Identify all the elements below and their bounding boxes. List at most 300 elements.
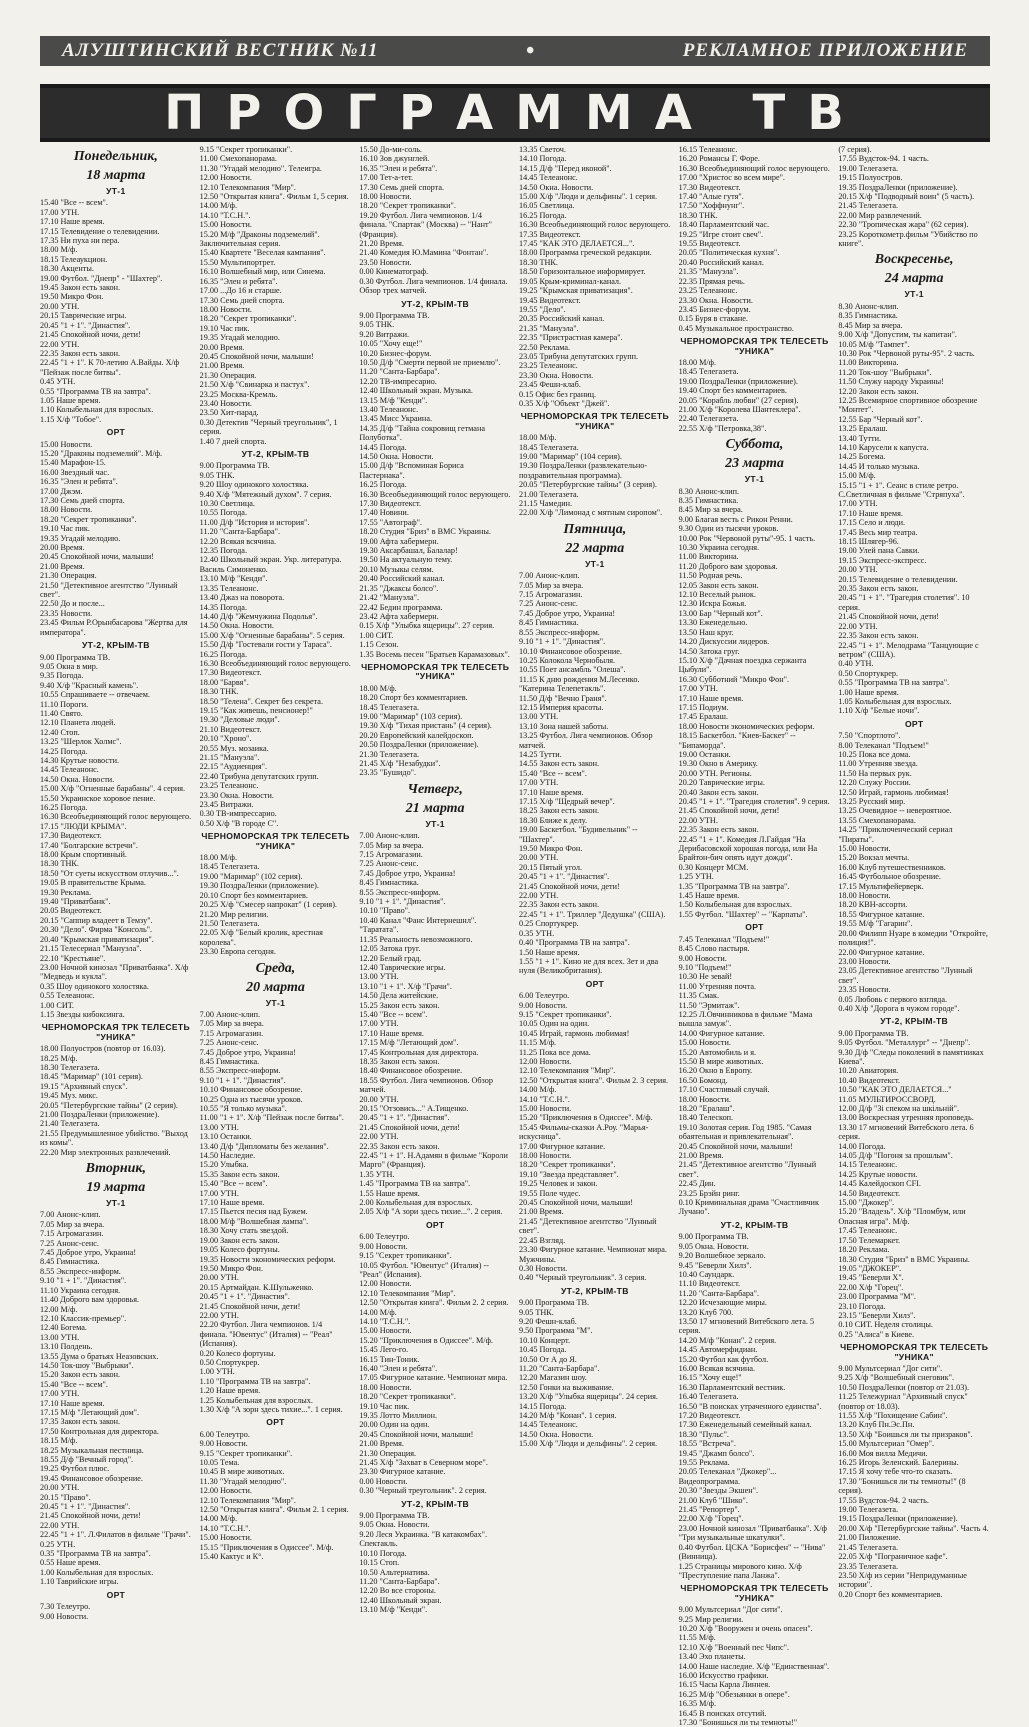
- program-entry: 18.30 Телегазета.: [40, 1062, 100, 1072]
- program-entry: 14.20 М/ф "Конан". 2 серия.: [678, 1335, 777, 1345]
- program-entry: 18.55 Футбол. Лига чемпионов. Обзор матчей.: [359, 1075, 493, 1095]
- program-entry: 16.50 "В поисках утраченного единства".: [678, 1401, 822, 1411]
- program-entry: 20.10 "Хроно".: [199, 734, 252, 744]
- program-entry: 16.35 М/ф.: [678, 1699, 717, 1709]
- program-entry: 13.40 Тутти.: [838, 433, 882, 443]
- program-entry: 9.50 Программа "М".: [519, 1326, 593, 1336]
- program-entry: 0.15 Офис без границ.: [519, 389, 597, 399]
- program-entry: 20.00 УТН.: [359, 1094, 399, 1104]
- program-entry: 14.50 Видеотекст.: [838, 1188, 901, 1198]
- program-entry: 22.45 "1 + 1". Комедия Л.Гайдая "На Дерибасовской хорошая погода, или На Брайтон-бич опять идут дожди".: [678, 834, 818, 863]
- program-entry: 12.10 Х/ф "Военный пес Чипс".: [678, 1642, 789, 1652]
- program-entry: 23.35 Новости.: [838, 985, 891, 995]
- program-entry: 1.35 "Программа ТВ на завтра".: [678, 881, 790, 891]
- program-entry: 9.35 Погода.: [40, 671, 84, 681]
- program-entry: 19.15 Экспресс-экспресс.: [838, 555, 927, 565]
- program-entry: 20.15 "Право".: [40, 1492, 91, 1502]
- program-entry: 17.10 Наше время.: [40, 217, 105, 227]
- program-entry: 18.30 ТНК.: [519, 257, 558, 267]
- program-entry: 9.25 Мир религии.: [678, 1614, 744, 1624]
- program-entry: 11.00 Викторина.: [678, 552, 739, 562]
- program-entry: 0.15 Х/ф "Улыбка ящерицы". 27 серия.: [359, 621, 495, 631]
- program-entry: 7.05 Мир за вчера.: [519, 580, 584, 590]
- program-entry: 14.20 М/ф "Конан". 1 серия.: [519, 1411, 617, 1420]
- channel-heading: ОРТ: [425, 1219, 445, 1230]
- program-entry: 22.05 Х/ф "Белый кролик, крестная королева".: [199, 928, 323, 947]
- program-entry: 23.45 Бизнес-форум.: [678, 304, 751, 314]
- program-entry: 6.00 Телеутро.: [519, 991, 570, 1001]
- program-entry: 20.40 "Крымская приватизация".: [40, 934, 154, 944]
- program-entry: 20.15 "Отзовись..." А.Тищенко.: [359, 1104, 469, 1113]
- program-entry: 13.20 Х/ф "Улыбка ящерицы". 24 серия.: [519, 1392, 658, 1402]
- program-entry: 9.05 Окна в мир.: [40, 661, 98, 671]
- channel-heading: УТ-2, КРЫМ-ТВ: [81, 640, 150, 651]
- banner-title: ПРОГРАММА ТВ: [164, 85, 866, 141]
- program-entry: 12.40 Школьный экран. Музыка.: [359, 386, 473, 396]
- program-entry: 12.20 Магазин шоу.: [519, 1373, 587, 1383]
- program-entry: 0.35 УТН.: [519, 928, 555, 938]
- program-entry: 14.00 М/ф.: [359, 1307, 397, 1317]
- program-entry: 21.30 Операция.: [40, 571, 97, 581]
- program-entry: 14.45 Погода.: [359, 442, 407, 452]
- program-entry: 10.45 Погода.: [519, 1345, 567, 1355]
- program-entry: 15.20 "Приключения в Одиссее". М/ф.: [359, 1335, 493, 1345]
- program-entry: 13.55 Смехопанорама.: [838, 815, 916, 825]
- program-entry: 16.30 Парламентский вестник.: [678, 1382, 786, 1392]
- program-entry: 13.10 Зона нашей заботы.: [519, 721, 609, 731]
- program-entry: 11.40 Доброго вам здоровья.: [40, 1295, 140, 1305]
- program-entry: 23.45 Фешн-клаб.: [519, 380, 581, 390]
- program-entry: 11.50 На первых рук.: [838, 768, 912, 778]
- program-entry: 19.10 "Звезда представляет".: [519, 1169, 619, 1179]
- program-entry: 15.00 Х/ф "Огненные барабаны". 4 серия.: [40, 784, 186, 794]
- program-entry: 11.20 "Санта-Барбара".: [519, 1363, 600, 1373]
- program-entry: 15.00 М/ф.: [838, 471, 876, 481]
- program-entry: 7.00 Анонс-клип.: [359, 831, 420, 841]
- program-entry: 12.50 Гонки на выживание.: [519, 1382, 614, 1392]
- channel-heading: ЧЕРНОМОРСКАЯ ТРК ТЕЛЕСЕТЬ "УНИКА": [361, 661, 510, 682]
- program-entry: 17.00 УТН.: [40, 207, 80, 217]
- program-entry: 19.30 Реклама.: [40, 887, 92, 897]
- program-entry: 21.50 Х/ф "Свинарка и пастух".: [199, 380, 310, 390]
- program-entry: 1.40 7 дней спорта.: [199, 436, 267, 446]
- program-entry: 14.10 "Т.С.Н.".: [519, 1094, 570, 1104]
- program-entry: 22.30 "Тропическая жара" (62 серия).: [838, 220, 969, 230]
- program-entry: 15.00 Х/ф "Люди и дельфины". 1 серия.: [519, 192, 658, 202]
- channel-heading: УТ-1: [585, 558, 605, 569]
- program-entry: 20.10 Музыкы селям.: [359, 564, 434, 574]
- program-entry: 19.35 Новости экономических реформ.: [199, 1254, 336, 1264]
- program-entry: 15.20 "Владезь". Х/ф "Пломбум, или Опасная игра". М/ф.: [838, 1207, 966, 1226]
- program-entry: 21.45 Спокойной ночи, дети!: [838, 612, 940, 622]
- program-entry: 17.35 Видеотекст.: [519, 229, 581, 239]
- program-entry: 18.30 Акценты.: [40, 264, 94, 274]
- program-entry: 8.30 Анонс-клип.: [838, 301, 899, 311]
- program-entry: 13.30 Еженедельно.: [678, 618, 748, 628]
- program-entry: 0.10 Криминальная драма "Счастливчик Лучано".: [678, 1198, 819, 1217]
- program-entry: 21.35 "Мануэла".: [519, 323, 579, 333]
- schedule-column: [679, 145, 831, 1727]
- channel-heading: УТ-2, КРЫМ-ТВ: [720, 1219, 789, 1230]
- program-entry: 10.40 Видеотекст.: [838, 1075, 901, 1085]
- program-entry: 1.50 Колыбельная для взрослых.: [678, 900, 792, 910]
- program-entry: 13.40 Джаз на поворота.: [199, 593, 285, 603]
- program-entry: 9.30 Один из тысячи уроков.: [678, 524, 779, 534]
- program-entry: 1.20 Наше время.: [199, 1386, 261, 1396]
- program-entry: 12.55 Бар "Черный кот".: [838, 414, 923, 424]
- program-entry: 18.00 М/ф.: [519, 433, 557, 443]
- program-entry: 20.00 УТН. Регионы.: [678, 768, 752, 778]
- program-entry: 21.30 Операция.: [199, 370, 257, 380]
- program-entry: 22.00 УТН.: [519, 891, 559, 901]
- channel-heading: ОРТ: [904, 718, 924, 729]
- program-entry: 18.00 Новости.: [40, 505, 93, 515]
- program-entry: 19.20 Футбол. Лига чемпионов. 1/4 финала. "Спартак" (Москва) -- "Нант" (Франция).: [359, 210, 492, 239]
- program-entry: 21.00 Телегазета.: [519, 489, 579, 499]
- program-entry: 17.40 Новини.: [359, 508, 409, 518]
- program-entry: 10.40 Саундарк.: [678, 1269, 735, 1279]
- program-entry: 12.10 Телекомпания "Мир".: [359, 1288, 456, 1298]
- program-entry: 1.00 Наше время.: [838, 687, 899, 697]
- program-entry: 1.35 Восемь песен "Братьев Карамазовых".: [359, 649, 510, 659]
- program-entry: 18.00 Новости.: [678, 1094, 731, 1104]
- program-entry: 16.30 Всеобъединяющий голос верующего.: [199, 658, 351, 668]
- program-entry: 14.45 И только музыка.: [838, 461, 920, 471]
- program-entry: 7.15 Агромагазин.: [40, 1229, 104, 1239]
- program-entry: 17.40 "Болгарские встречи".: [40, 840, 138, 850]
- program-entry: 10.10 "Право".: [359, 906, 411, 916]
- program-entry: 9.10 "1 + 1". "Династия".: [40, 1276, 127, 1286]
- program-entry: 15.45 Фильмы-сказки А.Роу. "Марья-искусница".: [519, 1122, 649, 1142]
- program-entry: 21.42 "Мануэла".: [359, 593, 420, 603]
- program-entry: 8.55 Экспресс-информ.: [359, 887, 441, 897]
- program-entry: 17.00 Тет-а-тет.: [359, 173, 414, 183]
- program-entry: 0.40 Х/ф "Дорога в чужом городе".: [838, 1003, 960, 1013]
- program-entry: 9.05 Футбол. "Металлург" -- "Днепр".: [838, 1038, 971, 1048]
- program-entry: 14.10 Погода.: [519, 154, 567, 164]
- program-entry: 17.50 Контрольная для директора.: [40, 1426, 159, 1436]
- program-entry: 12.10 Планета людей.: [40, 718, 116, 728]
- program-entry: 14.25 "Приключенческий сериал "Пираты".: [838, 825, 953, 844]
- program-entry: 7.25 Анонс-сенс.: [519, 599, 578, 609]
- newspaper-header-bar: [40, 36, 990, 66]
- program-entry: 23.10 Погода.: [838, 1301, 886, 1311]
- program-entry: 0.45 УТН.: [40, 377, 76, 387]
- channel-heading: УТ-2, КРЫМ-ТВ: [560, 1285, 629, 1296]
- program-entry: 17.00 УТН.: [678, 684, 718, 694]
- program-entry: 18.30 ТНК.: [199, 687, 239, 697]
- channel-heading: ОРТ: [106, 427, 126, 438]
- program-entry: 10.40 Канал "Фанс Интернешнл". "Таратата".: [359, 915, 477, 935]
- program-entry: 7.45 Телеканал "Подъем!": [678, 934, 770, 944]
- program-entry: 21.00 Время.: [40, 561, 85, 571]
- program-entry: 10.05 Футбол. "Ювентус" (Италия) -- "Реал" (Испания).: [359, 1260, 489, 1279]
- program-entry: 16.25 Погода.: [359, 480, 407, 490]
- program-entry: 17.10 Наше время.: [40, 1398, 105, 1408]
- program-entry: 21.45 Телегазета.: [838, 201, 899, 211]
- program-entry: 15.50 Мультипортрет.: [199, 257, 276, 267]
- program-entry: 20.45 Спокойной ночи, малыши!: [199, 351, 314, 361]
- program-entry: 9.30 Д/ф "Следы поколений в памятниках Киева".: [838, 1047, 984, 1066]
- program-entry: 8.45 Мир за вчера.: [678, 505, 743, 515]
- program-entry: 18.20 "Секрет тропиканки".: [199, 314, 297, 324]
- program-entry: 9.45 "Беверли Хилз".: [678, 1260, 752, 1270]
- program-entry: 0.25 Спортукрер.: [519, 919, 579, 929]
- program-entry: 12.40 Стоп.: [40, 727, 80, 737]
- supplement-title: РЕКЛАМНОЕ ПРИЛОЖЕНИЕ: [682, 40, 968, 61]
- program-entry: 21.45 Х/ф "Незабудки".: [359, 759, 441, 768]
- program-entry: 20.00 Филипп Нуаре в комедии "Откройте, полиция!".: [838, 928, 988, 948]
- program-entry: 18.25 М/ф.: [40, 1053, 78, 1063]
- program-entry: 18.25 Закон есть закон.: [519, 806, 600, 816]
- program-entry: 23.25 Телеанонс.: [199, 781, 259, 791]
- program-entry: 11.15 М/ф.: [519, 1038, 557, 1048]
- program-entry: 10.05 Один на один.: [519, 1019, 590, 1029]
- program-entry: 14.30 Крутые новости.: [40, 755, 119, 765]
- program-entry: 7.05 Мир за вчера.: [359, 840, 424, 850]
- program-entry: 19.25 "Игре стоит свеч".: [678, 229, 764, 239]
- program-entry: 7.45 Доброе утро, Украина!: [40, 1248, 137, 1258]
- program-entry: 8.30 Анонс-клип.: [678, 486, 740, 496]
- program-entry: 9.00 Программа ТВ.: [359, 1511, 430, 1521]
- day-heading: 19 марта: [86, 1180, 146, 1196]
- program-entry: 8.55 Экспресс-информ.: [40, 1266, 121, 1276]
- channel-heading: УТ-1: [106, 186, 126, 196]
- program-entry: 8.45 Мир за вчера.: [838, 320, 903, 330]
- program-entry: 18.00 Новости.: [519, 1151, 572, 1161]
- program-entry: 21.00 Пиложение.: [838, 1533, 901, 1543]
- program-entry: 21.00 Х/ф "Королева Шантеклера".: [678, 404, 801, 414]
- program-entry: 17.00 УТН.: [199, 1188, 239, 1198]
- program-entry: 19.10 Час пик.: [199, 323, 250, 333]
- program-entry: 22.00 Х/ф "Лимонад с мятным сиропом".: [519, 508, 663, 518]
- program-entry: 10.15 Стоп.: [359, 1558, 400, 1568]
- program-entry: 19.50 Микро Фон.: [519, 844, 583, 854]
- program-entry: 21.20 Время.: [359, 239, 404, 249]
- program-entry: 16.40 Телегазета.: [678, 1392, 739, 1402]
- program-entry: 16.15 "Хочу еще!": [678, 1373, 742, 1383]
- program-entry: 16.25 Погода.: [519, 210, 567, 220]
- program-entry: 18.00 М/ф.: [40, 245, 78, 255]
- program-entry: 1.45 Наше время.: [678, 891, 740, 901]
- program-entry: 20.45 Спокойной ночи, малыши!: [519, 1198, 634, 1208]
- program-entry: 14.20 Дискуссии лидеров.: [678, 637, 770, 647]
- program-entry: 18.40 Финансовое обозрение.: [359, 1066, 463, 1076]
- program-entry: 16.00 Всякая всячина.: [678, 1363, 756, 1373]
- program-entry: 22.00 Х/ф "Горец".: [838, 1282, 904, 1292]
- program-entry: 17.15 Село и люди.: [838, 518, 906, 528]
- program-entry: 0.35 Х/ф "Объект "Джей".: [519, 398, 610, 408]
- program-entry: 10.50 Альтернатива.: [359, 1567, 430, 1577]
- schedule-column: [40, 145, 192, 1727]
- program-entry: 13.40 Эхо планеты.: [678, 1652, 746, 1662]
- program-entry: 17.00 "Христос во всем мире".: [678, 173, 785, 183]
- program-entry: 9.15 "Секрет тропиканки".: [199, 145, 293, 154]
- program-entry: 14.50 Окна. Новости.: [199, 621, 274, 631]
- program-entry: 12.15 Империя красоты.: [519, 702, 604, 712]
- program-entry: 14.10 "Т.С.Н.".: [199, 1523, 251, 1533]
- program-entry: 8.45 Гимнастика.: [519, 618, 579, 628]
- program-entry: 14.50 Ток-шоу "Выбрыки".: [40, 1360, 134, 1370]
- program-entry: 20.15 Таврические игры.: [40, 311, 127, 321]
- program-entry: 19.45 "Джамп болсо".: [678, 1448, 755, 1458]
- day-heading: Понедельник,: [73, 149, 158, 164]
- program-entry: 14.50 Затока груг.: [678, 646, 740, 656]
- program-entry: 21.15 "Мануэла".: [199, 753, 260, 762]
- program-entry: 19.15 "Как живешь, пенсионер!": [199, 705, 313, 715]
- channel-heading: УТ-1: [425, 818, 445, 829]
- program-entry: 23.00 Новости.: [838, 956, 891, 966]
- program-entry: 15.00 Х/ф "Люди и дельфины". 2 серия.: [519, 1439, 658, 1449]
- program-entry: 11.30 "Угадай мелодию".: [199, 1476, 287, 1486]
- program-entry: 0.30 "Черный треугольник". 2 серия.: [359, 1486, 487, 1496]
- program-entry: 18.00 "Барвя".: [199, 677, 249, 687]
- program-entry: 17.15 Я хочу тебе что-то сказать.: [838, 1467, 953, 1477]
- program-entry: 12.50 "Открытая книга". Фильм 2. 2 серия.: [359, 1298, 509, 1308]
- program-entry: 17.55 "Автограф".: [359, 517, 423, 527]
- program-entry: 18.35 Закон есть закон.: [359, 1056, 440, 1066]
- program-entry: 16.15 Часы Карла Линнея.: [678, 1680, 771, 1690]
- program-entry: 17.30 Семь дней спорта.: [359, 182, 445, 192]
- day-heading: 21 марта: [405, 800, 465, 816]
- program-entry: 14.55 Закон есть закон.: [519, 759, 600, 769]
- program-entry: 9.20 Витражи.: [359, 329, 410, 339]
- program-entry: 19.00 "Маримар" (102 серия).: [199, 871, 303, 881]
- program-entry: 7.00 Анонс-клип.: [199, 1009, 261, 1019]
- program-entry: 15.35 Закон есть закон.: [199, 1169, 280, 1179]
- program-entry: 19.55 Поле чудес.: [519, 1188, 581, 1198]
- program-entry: 9.10 "Подъем!": [678, 962, 732, 972]
- program-entry: 17.45 Ералаш.: [678, 712, 728, 722]
- program-entry: 19.25 Футбол плюс.: [40, 1464, 110, 1474]
- program-entry: 15.00 Новости.: [678, 1038, 731, 1048]
- program-entry: 15.25 Закон есть закон.: [359, 1000, 440, 1010]
- channel-heading: УТ-1: [904, 289, 924, 300]
- program-entry: 17.55 Вудсток-94. 1 часть.: [838, 154, 929, 164]
- program-entry: 13.10 Полдень.: [40, 1342, 93, 1352]
- day-heading: Воскресенье,: [874, 252, 954, 268]
- program-entry: 17.15 Пьется песня над Бужем.: [199, 1207, 308, 1217]
- program-entry: 16.10 Волшебный мир, или Синема.: [199, 267, 326, 277]
- program-entry: 23.35 "Бушидо".: [359, 768, 417, 778]
- program-entry: 9.00 Новости.: [678, 953, 727, 963]
- program-entry: 11.00 Утренняя почта.: [678, 981, 757, 991]
- program-entry: 21.00 Время.: [519, 1207, 564, 1217]
- channel-heading: ОРТ: [266, 1417, 285, 1428]
- program-entry: 23.05 Детективное агентство "Лунный свет".: [838, 966, 973, 985]
- program-entry: 17.40 "Алые гутя".: [678, 192, 744, 202]
- program-entry: 11.20 "Санта-Барбара".: [359, 367, 440, 377]
- program-entry: 22.20 Мир электронных развлечений.: [40, 1147, 171, 1157]
- program-entry: 10.50 "КАК ЭТО ДЕЛАЕТСЯ...": [838, 1085, 952, 1095]
- day-heading: Суббота,: [725, 437, 784, 453]
- program-entry: 18.20 "Секрет тропиканки".: [359, 201, 456, 211]
- program-entry: 23.25 Короткометр.фильм "Убийство по книге".: [838, 229, 978, 249]
- program-entry: 13.55 Дума о братьях Неазовских.: [40, 1351, 159, 1361]
- program-entry: 16.35 "Элен и ребята".: [40, 477, 118, 487]
- program-entry: 16.30 Субботний "Микро Фон".: [678, 674, 790, 684]
- program-entry: 19.30 Окно в Америку.: [678, 759, 758, 769]
- program-entry: 9.00 Программа ТВ.: [359, 310, 430, 320]
- program-entry: 18.30 "Пульс".: [678, 1429, 729, 1439]
- program-entry: 13.20 Клуб 700.: [678, 1307, 734, 1317]
- program-entry: 0.50 Спортукрер.: [838, 668, 899, 678]
- program-entry: 10.55 Погода.: [199, 508, 247, 518]
- program-entry: 17.45 "КАК ЭТО ДЕЛАЕТСЯ...".: [519, 239, 635, 249]
- program-entry: 12.40 Богема.: [40, 1323, 87, 1333]
- program-entry: 22.45 "1 + 1". Триллер "Дедушка" (США).: [519, 909, 666, 919]
- program-entry: 15.00 Новости.: [199, 1533, 252, 1543]
- program-entry: 18.00 Полуостров (повтор от 16.03).: [40, 1044, 166, 1054]
- program-entry: 11.10 Видеотекст.: [678, 1279, 741, 1289]
- schedule-column: [200, 145, 352, 1727]
- program-entry: 16.10 Зов джунглей.: [359, 154, 430, 164]
- program-entry: 13.25 "Шерлок Холмс".: [40, 737, 122, 747]
- program-entry: 17.00 УТН.: [359, 1019, 399, 1029]
- program-entry: 20.00 УТН.: [519, 853, 559, 863]
- program-entry: 21.10 Видеотекст.: [199, 724, 262, 734]
- program-entry: 14.00 Наше наследие. Х/ф "Единственная".: [678, 1661, 830, 1671]
- program-entry: 17.30 Еженедельный семейный канал.: [678, 1420, 812, 1430]
- program-entry: 18.15 Шлягер-96.: [838, 537, 899, 547]
- program-entry: 17.00 Фигурное катание.: [519, 1141, 606, 1151]
- program-entry: 20.00 УТН.: [40, 1483, 80, 1493]
- program-entry: 9.20 Леся Украинка. "В катакомбах". Спектакль.: [359, 1529, 488, 1549]
- program-entry: 1.15 Х/ф "Тобое".: [40, 414, 102, 424]
- channel-heading: УТ-1: [744, 474, 765, 485]
- program-entry: 17.10 Наше время.: [199, 1198, 265, 1208]
- program-entry: 21.20 Мир религии.: [199, 909, 269, 919]
- program-entry: 6.00 Телеутро.: [199, 1429, 250, 1439]
- program-entry: 12.40 Школьный экран. Укр. литература. Василь Симоненко.: [199, 555, 342, 574]
- program-entry: 14.25 Погода.: [40, 746, 88, 756]
- program-entry: 0.40 Футбол. ЦСКА "Борисфен" -- "Нива" (Винница).: [678, 1542, 826, 1562]
- program-entry: 18.55 Фигурное катание.: [838, 909, 925, 919]
- program-entry: 7.45 Доброе утро, Украина!: [519, 608, 616, 618]
- program-entry: 15.40 "Все -- всем".: [199, 1179, 268, 1189]
- program-entry: 22.00 Х/ф "Горец".: [678, 1514, 744, 1524]
- program-entry: 17.05 Фигурное катание. Чемпионат мира.: [359, 1373, 508, 1383]
- program-entry: 12.50 "Открытая книга". Фильм 2. 1 серия.: [199, 1505, 349, 1515]
- program-entry: 20.05 "Политическая кухня".: [678, 248, 780, 258]
- program-entry: 15.00 Х/ф "Огненные барабаны". 5 серия.: [199, 630, 345, 640]
- program-entry: 13.00 УТН.: [40, 1332, 80, 1342]
- program-entry: 11.10 Украина сегодня.: [40, 1285, 121, 1295]
- program-entry: 19.30 ПоздраЛенки (приложение).: [199, 881, 319, 891]
- program-entry: 13.00 Воскресная утренняя проповедь.: [838, 1113, 974, 1123]
- program-entry: 7.05 Мир за вчера.: [199, 1019, 264, 1029]
- program-entry: 23.25 Москва-Кремль.: [199, 389, 278, 399]
- program-entry: 20.30 "Звезды Экшен".: [678, 1486, 759, 1496]
- program-entry: 22.50 Реклама.: [519, 342, 571, 352]
- program-entry: 1.55 "1 + 1". Кино не для всех. Зет и два нуля (Великобритания).: [519, 956, 659, 976]
- program-entry: 20.00 УТН.: [40, 301, 80, 311]
- program-entry: 23.25 Телеанонс.: [678, 286, 738, 296]
- program-entry: 20.00 Время.: [199, 342, 245, 352]
- program-entry: 20.45 "1 + 1". "Династия".: [359, 1113, 450, 1123]
- program-entry: 20.45 Спокойной ночи, малыши!: [359, 1429, 474, 1439]
- program-entry: 12.40 Школьный экран.: [359, 1595, 442, 1605]
- program-entry: 1.00 УТН.: [199, 1367, 235, 1377]
- program-entry: 21.35 "Мануэла".: [678, 267, 739, 277]
- channel-heading: ЧЕРНОМОРСКАЯ ТРК ТЕЛЕСЕТЬ "УНИКА": [840, 1342, 989, 1362]
- program-entry: 22.00 УТН.: [40, 339, 80, 349]
- program-entry: 20.00 Время.: [40, 543, 85, 553]
- program-entry: 9.10 "1 + 1". "Династия".: [519, 637, 606, 647]
- program-entry: 15.40 "Все -- всем".: [40, 198, 108, 208]
- program-entry: 18.20 "Секрет тропиканки".: [359, 1392, 456, 1402]
- program-entry: 13.10 "1 + 1". Х/ф "Грачи".: [359, 981, 452, 991]
